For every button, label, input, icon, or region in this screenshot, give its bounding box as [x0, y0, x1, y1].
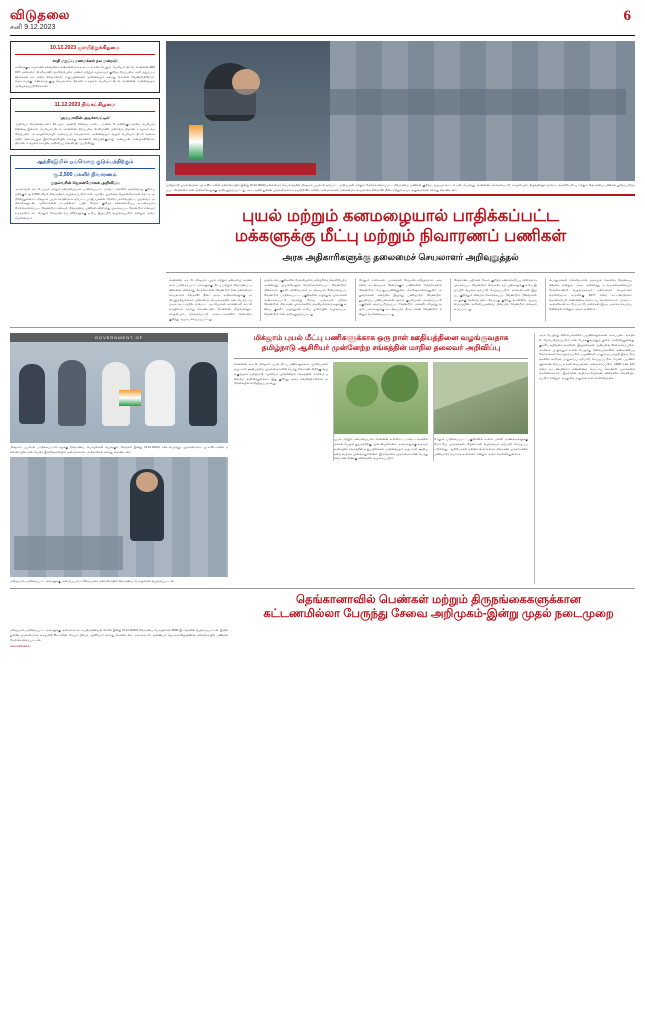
photo-trees [334, 362, 428, 434]
photo-banner-strip: GOVERNMENT OF [10, 333, 228, 342]
photo-person-1 [19, 364, 45, 424]
brief-notice-2 [10, 98, 160, 150]
brief-2-subhead: 'அய்யாவின் அடிச்சுவட்டில்' [59, 114, 111, 120]
page-number: 6 [623, 8, 631, 24]
band2-photo-column [10, 333, 228, 584]
bottom-row [10, 626, 635, 648]
bottom-photo-caption: மழையால் பாதிக்கப்பட்ட மக்களுக்கு அமைச்சர் மா.சுப்பிரமணியன் நேரில் இன்று (9.12.2023) நிவாரணப் பொருள்கள் 3000 இடங்களில் வழங்கப்பட்டன. இதில் துணை முதலமைச்சர் உதயநிதி ஸ்டாலின், மேயர் பிரியா ஆகியோர் கலந்து கொண்டனர். மாநகராட்சி ஆணையர் ஜெ.ராதாகிருஷ்ணன் தலைமையில் பணிகள் மேற்கொள்ளப்பட்டன. [10, 628, 228, 642]
band2-col-1: சென்னை, டிச. 9- மிக்ஜாம் புயல் மீட்பு பணிகளுக்காக ஆசிரியர்கள் ஒரு நாள் ஊதியத்தை முதலமைச்சரின் பொது நிவாரண நிதிக்கு வழங்குவதாக தமிழ்நாடு ஆசிரியர் முன்னேற்ற சங்கத்தின் மாநிலத் தலைவர் அறிவித்துள்ளார். இது குறித்து அவர் வெளியிட்டுள்ள அறிக்கையில் கூறியிருப்பதாவது: [234, 362, 328, 386]
bottom-headline-line-1: தெங்கானாவில் பெண்கள் மற்றும் திருநங்கைகளுக்கான [296, 593, 581, 606]
brief-3-headline-2: ரூ.2,500 மகளிர் நிவாரணம் [53, 171, 117, 178]
brief-notice-3 [10, 155, 160, 224]
divider-thin-4 [10, 588, 635, 589]
main-story-col-3: மேலும் சாலைகள், பாலங்கள் சேதமடைந்திருந்தால் அவற்றை உடனடியாக சீரமைக்கும் பணிகளை மேற்கொள்ள வேண்டும். பொதுப்பணித்துறை, நெடுஞ்சாலைத்துறை அலுவலர்கள் களத்தில் இருந்து பணியாற்ற வேண்டும். தூய்மைப் பணியாளர்கள் மூலம் குப்பைகள் அகற்றப்பட்டு பகுதிகள் சுத்தப்படுத்தப்பட வேண்டும். மக்களிடமிருந்து வரும் புகார்களுக்கு உடனடியாக தீர்வு காண வேண்டும் என்றும் தெரிவிக்கப்பட்டது. [355, 278, 445, 321]
photo-table [175, 89, 625, 115]
photo-person-2 [58, 360, 86, 426]
photo-relief-caption: மிக்ஜாம் புயலால் பாதிக்கப்பட்டோருக்கு நிவாரணப் பொருள்கள் வழங்கும் நிகழ்ச்சி இன்று (9.12.2023) நடைபெற்றது. முதலமைச்சர் மு.க.ஸ்டாலின் தலைமையில் நடைபெற்ற இந்நிகழ்ச்சியில் அமைச்சர்கள், அதிகாரிகள் கலந்து கொண்டனர். [10, 445, 228, 454]
photo-flag-icon [189, 125, 203, 159]
brief-3-headline-3: முதல்வரின் ஜெகன்மோகன் அறிவிப்பு [50, 179, 120, 185]
main-headline [166, 206, 635, 247]
main-story-col-4: வேளாண் பயிர்கள் சேதம் குறித்த கணக்கெடுப்பு விரைவாக முடிக்கப்பட வேண்டும். சேதமடைந்த பயிர்களுக்கு உரிய இழப்பீடு வழங்க ஏற்பாடு செய்யப்படும். கால்நடைகள் இழப்பு குறித்தும் விவரம் சேகரிக்கப்பட வேண்டும். மீனவர்கள் கடலுக்கு செல்லத் தடை நீடிப்பது குறித்து வானிலை ஆய்வு மையத்தின் அறிவிப்புகளைப் பின்பற்ற வேண்டும் எனவும் கூறப்பட்டது. [450, 278, 540, 321]
masthead-left [10, 8, 70, 32]
bottom-headline-line-2: கட்டணமில்லா பேருந்து சேவை அறிமுகம்-இன்று முதல் நடைமுறை [263, 608, 614, 621]
masthead [10, 8, 635, 36]
left-briefs-column [10, 41, 160, 276]
band2-headline-line-2: தமிழ்நாடு ஆசிரியர் முன்னேற்ற சங்கத்தின் மாநில தலைவர் அறிவிப்பு [261, 343, 501, 353]
photo-fallen-tree [434, 362, 528, 434]
brief-2-date: 11.12.2023 திங்கட்கிழமை [15, 102, 155, 112]
brief-3-headline-1: ஆந்திரஇயில் ஓய்வொரு குடும்பத்திற்கும் [15, 159, 155, 169]
hero-photo-caption: தமிழ்நாடு முதலமைச்சர் மு.க.ஸ்டாலின் தலைமையில் இன்று (9.12.2023) தலைமைச் செயலகத்தில் மிக்ஜாம் புயலால் ஏற்பட்ட பாதிப்புகள் மற்றும் மேற்கொள்ளப்பட்ட நிவாரணப் பணிகள் குறித்த ஆய்வுக் கூட்டம் நடைபெற்றது. சென்னை, செங்கல்பட்டு, காஞ்சிபுரம், திருவள்ளூர் மாவட்டங்களில் மீட்பு மற்றும் நிவாரணப் பணிகள் துரிதப்படுத்தப்பட வேண்டும் என அதிகாரிகளுக்கு அறிவுறுத்தப்பட்டது. கூட்டத்தில் துணை முதலமைச்சர் உதயநிதி ஸ்டாலின், அமைச்சர்கள், தலைமைச் செயலாளர் சிவ்தாஸ் மீனா மற்றும் உயர் அலுவலர்கள் கலந்து கொண்டனர். [166, 183, 635, 192]
brief-1-date: 10.12.2023 ஞாயிற்றுக்கிழமை [15, 45, 155, 55]
publication-logo: விடுதலை [10, 7, 70, 22]
photo-official-face [136, 472, 158, 492]
photo-person-5 [189, 362, 217, 426]
top-right-section [166, 41, 635, 276]
band2-mid-story [234, 333, 528, 584]
photo-fallen-tree-bg [434, 362, 528, 434]
bottom-story [10, 593, 635, 623]
main-story-columns [10, 278, 635, 321]
divider-red [166, 194, 635, 195]
main-headline-line-2: மக்களுக்கு மீட்பு மற்றும் நிவாரணப் பணிகள் [234, 227, 567, 246]
photo-flag-small-icon [119, 390, 141, 406]
photo-person-4 [145, 360, 175, 426]
website-footer: www.viduthalai.in [10, 645, 30, 649]
brief-1-body: காரைக்குடி சாதாரண கல்வளைா-கஙிதன்மைசாக கூட்டம் நடைபெறும். பெரியார் திடல், சென்னை-600 007. தலைமை: கி.வீரமணி. வரவேற்புரை: மணம் மற்றும் சமுதாயம் குறித்த சிறப்புரை. சாதி மறுப்பு மணமக்கள் நல மன்ற நிர்வாகிகள், உறுப்பினர்கள் அனைவரும் கலந்து கொள்ள வேண்டுகிறோம். தொடர்புக்கு: மணவாழ் குழு செயலாளர், திராவிடர் கழகம், பெரியார் திடல், சென்னை. அனைவரும் அழைக்கப்படுகிறார்கள். [15, 65, 155, 89]
photo-crowd [14, 536, 123, 570]
brief-notice-1 [10, 41, 160, 93]
main-story-col-1: சென்னை, டிச. 9- மிக்ஜாம் புயல் மற்றும் கனமழை காரணமாக பாதிக்கப்பட்ட மக்களுக்கு மீட்பு மற்றும் நிவாரணப் பணிகளை விரைந்து மேற்கொள்ள வேண்டும் என தலைமைச் செயலாளர் சிவ்தாஸ் மீனா அரசு அதிகாரிகளுக்கு அறிவுறுத்தியுள்ளார். தலைமைச் செயலகத்தில் நடைபெற்ற ஆய்வுக் கூட்டத்தில் மாவட்ட ஆட்சியர்கள் காணொலி காட்சி வாயிலாக கலந்து கொண்டனர். சென்னை, திருவள்ளூர், காஞ்சிபுரம், செங்கல்பட்டு மாவட்டங்களில் நிலைமை குறித்து ஆய்வு செய்யப்பட்டது. [169, 278, 252, 321]
band2-col-2: புயல் மற்றும் கனமழையால் சென்னை உள்ளிட்ட மாவட்டங்களில் மக்கள் பெரும் துயரத்திற்கு ஆளாகியுள்ளனர். அவர்களுக்கு உதவும் வகையில் சங்கத்தின் உறுப்பினர்கள் அனைவரும் ஒரு நாள் ஊதியத்தை வழங்க முன்வந்துள்ளனர். இத்தொகை முதலமைச்சரின் பொது நிவாரண நிதிக்கு விரைவில் வழங்கப்படும். [334, 437, 428, 461]
photo-foliage [334, 362, 428, 434]
main-subheadline: அரசு அதிகாரிகளுக்கு தலைமைச் செயலாளர் அறிவுறுத்தல் [282, 251, 519, 262]
photo-relief-camp [10, 457, 228, 577]
main-story-col-5: பொதுமக்கள் எவ்விதமான அச்சமும் கொள்ள வேண்டியதில்லை என்றும், அரசு அனைத்து நடவடிக்கைகளையும் மேற்கொண்டு வருவதாகவும் தலைமைச் செயலாளர் தெரிவித்தார். உதவிக்கு 1077 என்ற கட்டணமில்லா தொலைபேசி எண்ணைத் தொடர்பு கொள்ளலாம். மாவட்ட அளவிலான கட்டுப்பாட்டு அறைகள் இரவு பகலாக செயல்படுகின்றன என்றும் அவர் கூறினார். [545, 278, 635, 321]
band2-col-3: மேலும் பாதிக்கப்பட்ட பகுதிகளில் உள்ள பள்ளி மாணவர்களுக்கு நோட்டுப் புத்தகங்கள், சீருடைகள் வழங்கவும் ஏற்பாடு செய்யப்பட்டுள்ளது. ஆசிரியர்கள் தன்னார்வலர்களாக நிவாரண முகாம்களில் பணியாற்ற தயாராக உள்ளனர் என்றும் அவர் தெரிவித்துள்ளார். [434, 437, 528, 456]
main-headline-line-1: புயல் மற்றும் கனமழையால் பாதிக்கப்பட்ட [242, 206, 559, 225]
photo-relief-distribution [10, 333, 228, 443]
main-story-col-2: தாழ்வான பகுதிகளில் தேங்கியுள்ள மழைநீரை வெளியேற்ற அனைத்து முயற்சிகளும் மேற்கொள்ளப்பட வேண்டும். மின்சாரம், குடிநீர் விநியோகம் உடனடியாக சீரமைக்கப்பட வேண்டும். பாதிக்கப்பட்ட பகுதிகளில் மருத்துவ முகாம்கள் அமைக்கப்பட்டு தொற்று நோய் பரவாமல் தடுக்க வேண்டும். நிவாரண முகாம்களில் தங்கியுள்ளவர்களுக்கு உணவு, குடிநீர், மருந்துகள் உரிய முறையில் வழங்கப்பட வேண்டும் என அறிவுறுத்தப்பட்டது. [260, 278, 350, 321]
band2-right-column [534, 333, 635, 584]
brief-1-subhead: சாதி மறுப்பு மணமக்கள் நல மன்றம்! [52, 57, 118, 63]
hero-photo-cm-meeting [166, 41, 635, 181]
photo-camp-caption: மழையால் பாதிக்கப்பட்ட மக்களுக்கு அமைப்பு மாட்சிமையாளர் தலைமையில் நிவாரணப் பொருள்கள் வழங்கப்பட்டன. [10, 579, 175, 584]
brief-2-body: ஆசிரியர் சிந்தனையாளர் 91-ஆம் ஆண்டு நிறைவு நாள் - மாலை 6 மணிக்கு! தந்தை பெரியார் நினைவு இல்லம், பெரியார் திடல், சென்னை. சிறப்புரை: கி.வீரமணி, தலைவர், திராவிடர் கழகம். வரவேற்புரை: அ.அருள்மொழி, அமைப்புச் செயலாளர். அனைவரும் வருக! பெரியார் திடல் வளாகத்தில் நடைபெறும் இந்நிகழ்ச்சியில் கலந்து கொண்டு சிறப்பிக்குமாறு அன்புடன் அழைக்கிறோம். திராவிடர் கழகம் சார்பில் அறிவிப்பு வெளியிடப்படுகிறது. [15, 122, 155, 146]
divider-thin-2 [10, 327, 635, 328]
publication-date: சனி 9.12.2023 [10, 24, 56, 31]
band2-right-body: அரசு பேருந்து நிலையங்களில் பயணிகளுக்கான அடிப்படை வசதிகள் மேம்படுத்தப்படும் என போக்குவரத்துத் துறை அறிவித்துள்ளது. குடிநீர், கழிவறை வசதிகள், இருக்கைகள் ஆகியவை சீரமைக்கப்படும். மாநிலம் முழுவதும் உள்ள பேருந்து நிலையங்களில் கண்காணிப்பு கேமராக்கள் பொருத்தப்படும். பயணிகள் பாதுகாப்பு கருதி இரவு நேரங்களில் கூடுதல் பாதுகாப்பு ஏற்பாடு செய்யப்படும். பெண் பயணிகளுக்கான சிறப்பு உதவி மையங்கள் அமைக்கப்படும். 1800 எண் 127 என்ற கட்டணமில்லா எண்ணைத் தொடர்பு கொண்டு புகார்களை தெரிவிக்கலாம். இதற்கான வழிகாட்டுதல்கள் விரைவில் வெளியிடப்படும் என்றும் அத்துறை அலுவலர்கள் தெரிவித்தனர். [539, 333, 635, 381]
brief-3-body: அமராவதி, டிச. 9- புயல் மற்றும் கனமழையால் பாதிக்கப்பட்ட மாவட்டங்களில் ஒவ்வொரு குடும்பத்திற்கும் ரூ.2,500 வீதம் நிவாரணம் வழங்கப்படும் என ஆந்திர முதல்வர் ஜெகன்மோகன் ரெட்டி அறிவித்துள்ளார். மிக்ஜாம் புயல் காரணமாக ஏற்பட்ட பாதிப்புகளை நேரில் பார்வையிட்ட முதல்வர், அதிகாரிகளுடன் ஆலோசனை நடத்தினார். பயிர் சேதம் குறித்த கணக்கெடுப்பு உடனடியாக மேற்கொள்ளப்பட வேண்டும் எனவும், நிவாரணப் பணிகள் விரைந்து முடிக்கப்பட வேண்டும் எனவும் உத்தரவிட்டார். மேலும் சேதமடைந்த வீடுகளுக்கு உரிய இழப்பீடு வழங்கப்படும் என்றும் அவர் தெரிவித்தார். [15, 186, 155, 220]
band2-headline-line-1: மிக்ஜாம் புயல் மீட்பு பணிகளுக்காக ஒரு நாள் ஊதியத்தினை வழங்குவதாக [253, 333, 509, 343]
second-band [10, 333, 635, 584]
divider-thin-1 [166, 272, 635, 273]
photo-podium-banner [175, 163, 316, 175]
top-section [10, 41, 635, 276]
divider-thin-3 [234, 358, 528, 359]
